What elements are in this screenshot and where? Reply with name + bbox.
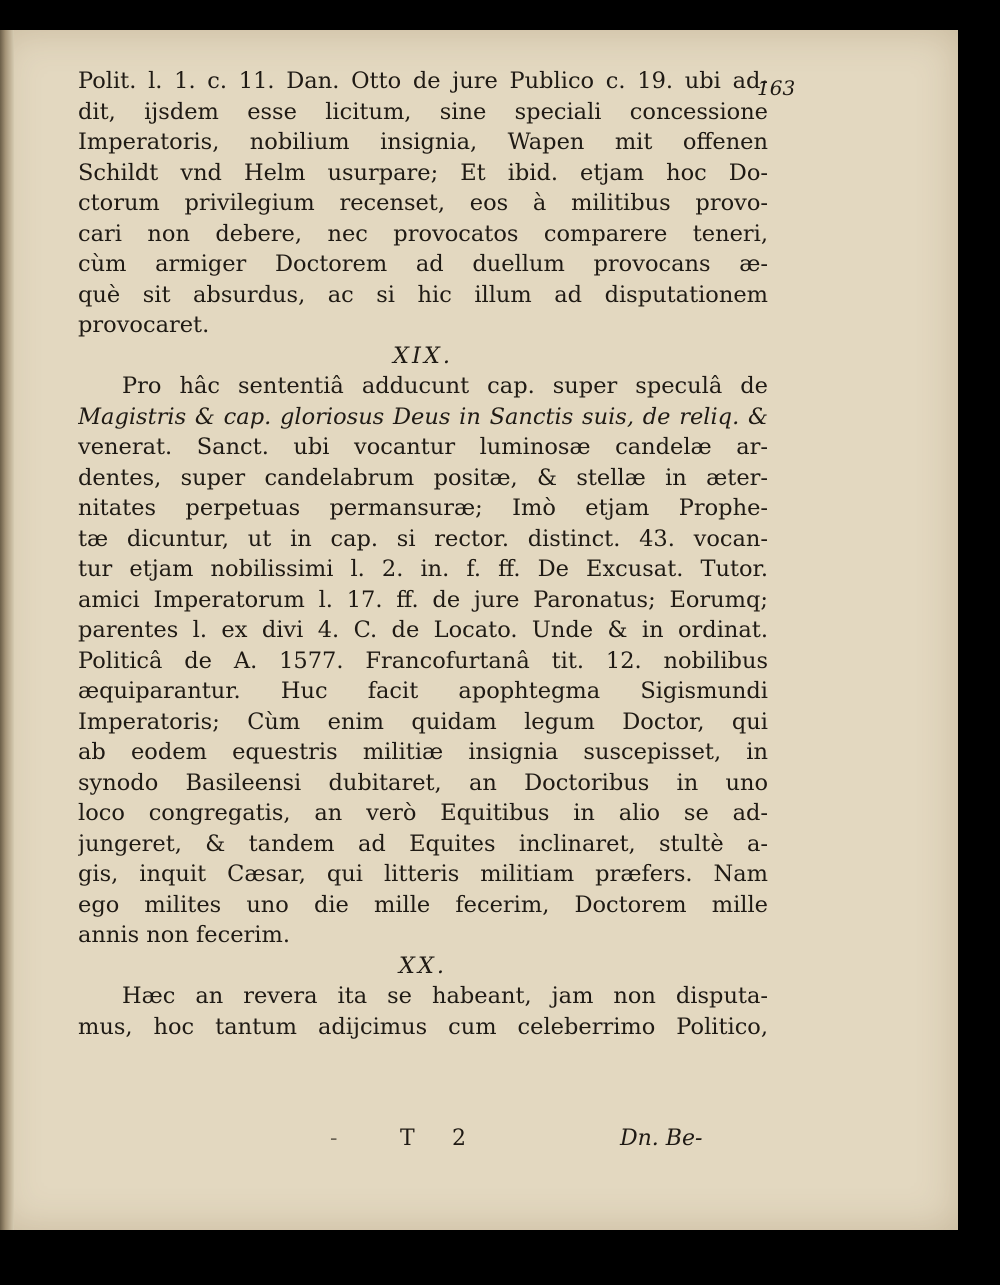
footer-dash: - bbox=[330, 1126, 338, 1151]
text-line: provocaret. bbox=[78, 312, 210, 338]
text-line: cùm armiger Doctorem ad duellum provocans æ- bbox=[78, 251, 768, 277]
section-heading-xix: XIX. bbox=[392, 342, 454, 369]
signature-mark-letter: T bbox=[400, 1126, 415, 1151]
text-line: ctorum privilegium recenset, eos à militibus provo- bbox=[78, 190, 768, 216]
text-line: loco congregatis, an verò Equitibus in alio se ad- bbox=[78, 800, 768, 826]
text-line: mus, hoc tantum adijcimus cum celeberrimo Politico, bbox=[78, 1013, 768, 1040]
text-line: annis non fecerim. bbox=[78, 922, 290, 948]
text-line: venerat. Sanct. ubi vocantur luminosæ candelæ ar- bbox=[78, 434, 768, 460]
section-heading-xx: XX. bbox=[398, 952, 448, 979]
text-line: Hæc an revera ita se habeant, jam non disputa- bbox=[122, 983, 768, 1009]
text-line: dit, ijsdem esse licitum, sine speciali concessione bbox=[78, 98, 768, 125]
text-line: Imperatoris; Cùm enim quidam legum Doctor, qui bbox=[78, 708, 768, 735]
text-line: Schildt vnd Helm usurpare; Et ibid. etjam hoc Do- bbox=[78, 159, 768, 186]
text-line: ego milites uno die mille fecerim, Doctorem mille bbox=[78, 891, 768, 918]
page-text bbox=[78, 66, 768, 1042]
text-line: jungeret, & tandem ad Equites inclinaret, stultè a- bbox=[78, 830, 768, 857]
text-line: nitates perpetuas permansuræ; Imò etjam Prophe- bbox=[78, 495, 768, 521]
text-line: synodo Basileensi dubitaret, an Doctoribus in uno bbox=[78, 769, 768, 796]
text-line: amici Imperatorum l. 17. ff. de jure Paronatus; Eorumq; bbox=[78, 586, 768, 613]
signature-mark-number: 2 bbox=[452, 1126, 466, 1151]
text-line: dentes, super candelabrum positæ, & stellæ in æter- bbox=[78, 464, 768, 491]
text-line: Magistris & cap. gloriosus Deus in Sanctis suis, de reliq. & bbox=[78, 403, 768, 430]
text-line: æquiparantur. Huc facit apophtegma Sigismundi bbox=[78, 678, 768, 704]
page-number: 163 bbox=[757, 76, 796, 100]
text-line: Imperatoris, nobilium insignia, Wapen mit offenen bbox=[78, 129, 768, 155]
text-line: cari non debere, nec provocatos comparere teneri, bbox=[78, 220, 768, 247]
text-line: Polit. l. 1. c. 11. Dan. Otto de jure Publico c. 19. ubi ad- bbox=[78, 68, 768, 94]
text-line: tur etjam nobilissimi l. 2. in. f. ff. De Excusat. Tutor. bbox=[78, 556, 768, 582]
text-line: parentes l. ex divi 4. C. de Locato. Unde & in ordinat. bbox=[78, 617, 768, 643]
text-line: ab eodem equestris militiæ insignia suscepisset, in bbox=[78, 739, 768, 765]
text-line: gis, inquit Cæsar, qui litteris militiam præfers. Nam bbox=[78, 861, 768, 887]
text-line: què sit absurdus, ac si hic illum ad disputationem bbox=[78, 281, 768, 308]
catchword: Dn. Be- bbox=[620, 1126, 703, 1151]
text-line: Politicâ de A. 1577. Francofurtanâ tit. 12. nobilibus bbox=[78, 647, 768, 674]
text-line: Pro hâc sententiâ adducunt cap. super speculâ de bbox=[122, 373, 768, 399]
text-line: tæ dicuntur, ut in cap. si rector. distinct. 43. vocan- bbox=[78, 525, 768, 552]
book-spine bbox=[0, 30, 14, 1230]
